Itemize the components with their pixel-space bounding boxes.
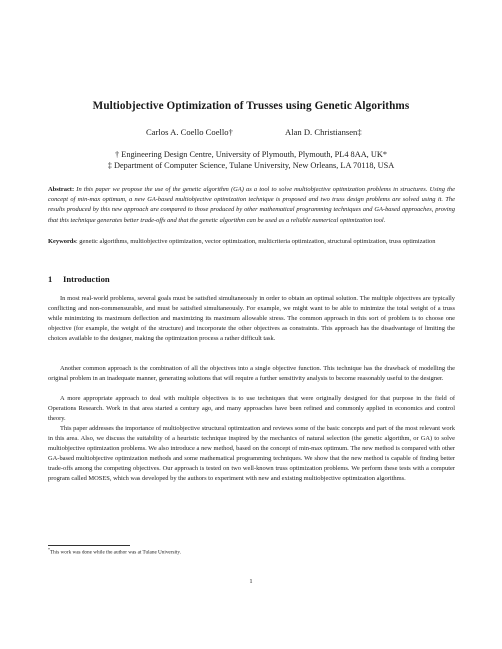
abstract-label: Abstract: [48,186,75,193]
body-paragraph: Another common approach is the combination of all the objectives into a single objective function. This technique has the drawback of modelling the original problem in an inadequate manner, generating solutions that will require a further sensitivity analysis to become reasonably useful to the designer. [48,365,455,383]
body-paragraph: This paper addresses the importance of multiobjective structural optimization and reviews some of the basic concepts and part of the most relevant work in this area. Also, we discuss the suitability of a heuristic technique inspired by the mechanics of natural selection (the genetic algorithm, or GA) to solve multiobjective optimization problems. We also introduce a new method, based on the concept of min-max optimum. The new method is compared with other GA-based multiobjective optimization methods and some mathematical programming techniques. We show that the new method is capable of finding better trade-offs among the competing objectives. Our approach is tested on two well-known truss optimization problems. We perform these tests with a computer program called MOSES, which was developed by the authors to experiment with new and existing multiobjective optimization algorithms. [48,425,455,483]
footnote-mark: * [48,547,50,552]
affiliation: † Engineering Design Centre, University of Plymouth, Plymouth, PL4 8AA, UK* [115,150,387,159]
keywords [48,237,455,247]
author-name: Carlos A. Coello Coello† [146,127,233,137]
footnote-text: This work was done while the author was at Tulane University. [50,549,181,556]
page-number: 1 [249,578,253,585]
paper-title: Multiobjective Optimization of Trusses using Genetic Algorithms [92,100,410,112]
section-number: 1 [48,274,53,284]
footnote [48,547,181,556]
body-paragraph: In most real-world problems, several goals must be satisfied simultaneously in order to obtain an optimal solution. The multiple objectives are typically conflicting and non-commensurable, and must be satisfied simultaneously. For example, we might want to be able to minimize the total weight of a truss while minimizing its maximum deflection and maximizing its maximum allowable stress. The common approach in this sort of problem is to choose one objective (for example, the weight of the structure) and incorporate the other objectives as constraints. This approach has the disadvantage of limiting the choices available to the designer, making the optimization process a rather difficult task. [48,295,455,343]
abstract-text: In this paper we propose the use of the genetic algorithm (GA) as a tool to solve multiobjective optimization problems in structures. Using the concept of min-max optimum, a new GA-based multiobjective optimization technique is proposed and two truss design problems are solved using it. The results produced by this new approach are compared to those produced by other mathematical programming techniques and GA-based approaches, proving that this technique generates better trade-offs and that the genetic algorithm can be used as a reliable numerical optimization tool. [48,186,455,224]
affiliation: ‡ Department of Computer Science, Tulane University, New Orleans, LA 70118, USA [107,161,395,170]
keywords-label: Keywords [48,238,76,245]
abstract [48,185,455,226]
author-name: Alan D. Christiansen‡ [285,127,362,137]
section-title: Introduction [63,274,110,284]
section-heading [48,274,110,284]
body-paragraph: A more appropriate approach to deal with multiple objectives is to use techniques that were originally designed for that purpose in the field of Operations Research. Work in that area started a century ago, and many approaches have been refined and commonly applied in economics and control theory. [48,395,455,423]
footnote-rule [48,545,130,546]
keywords-text: : genetic algorithms, multiobjective optimization, vector optimization, multicriteria optimization, structural optimization, truss optimization [75,238,436,245]
